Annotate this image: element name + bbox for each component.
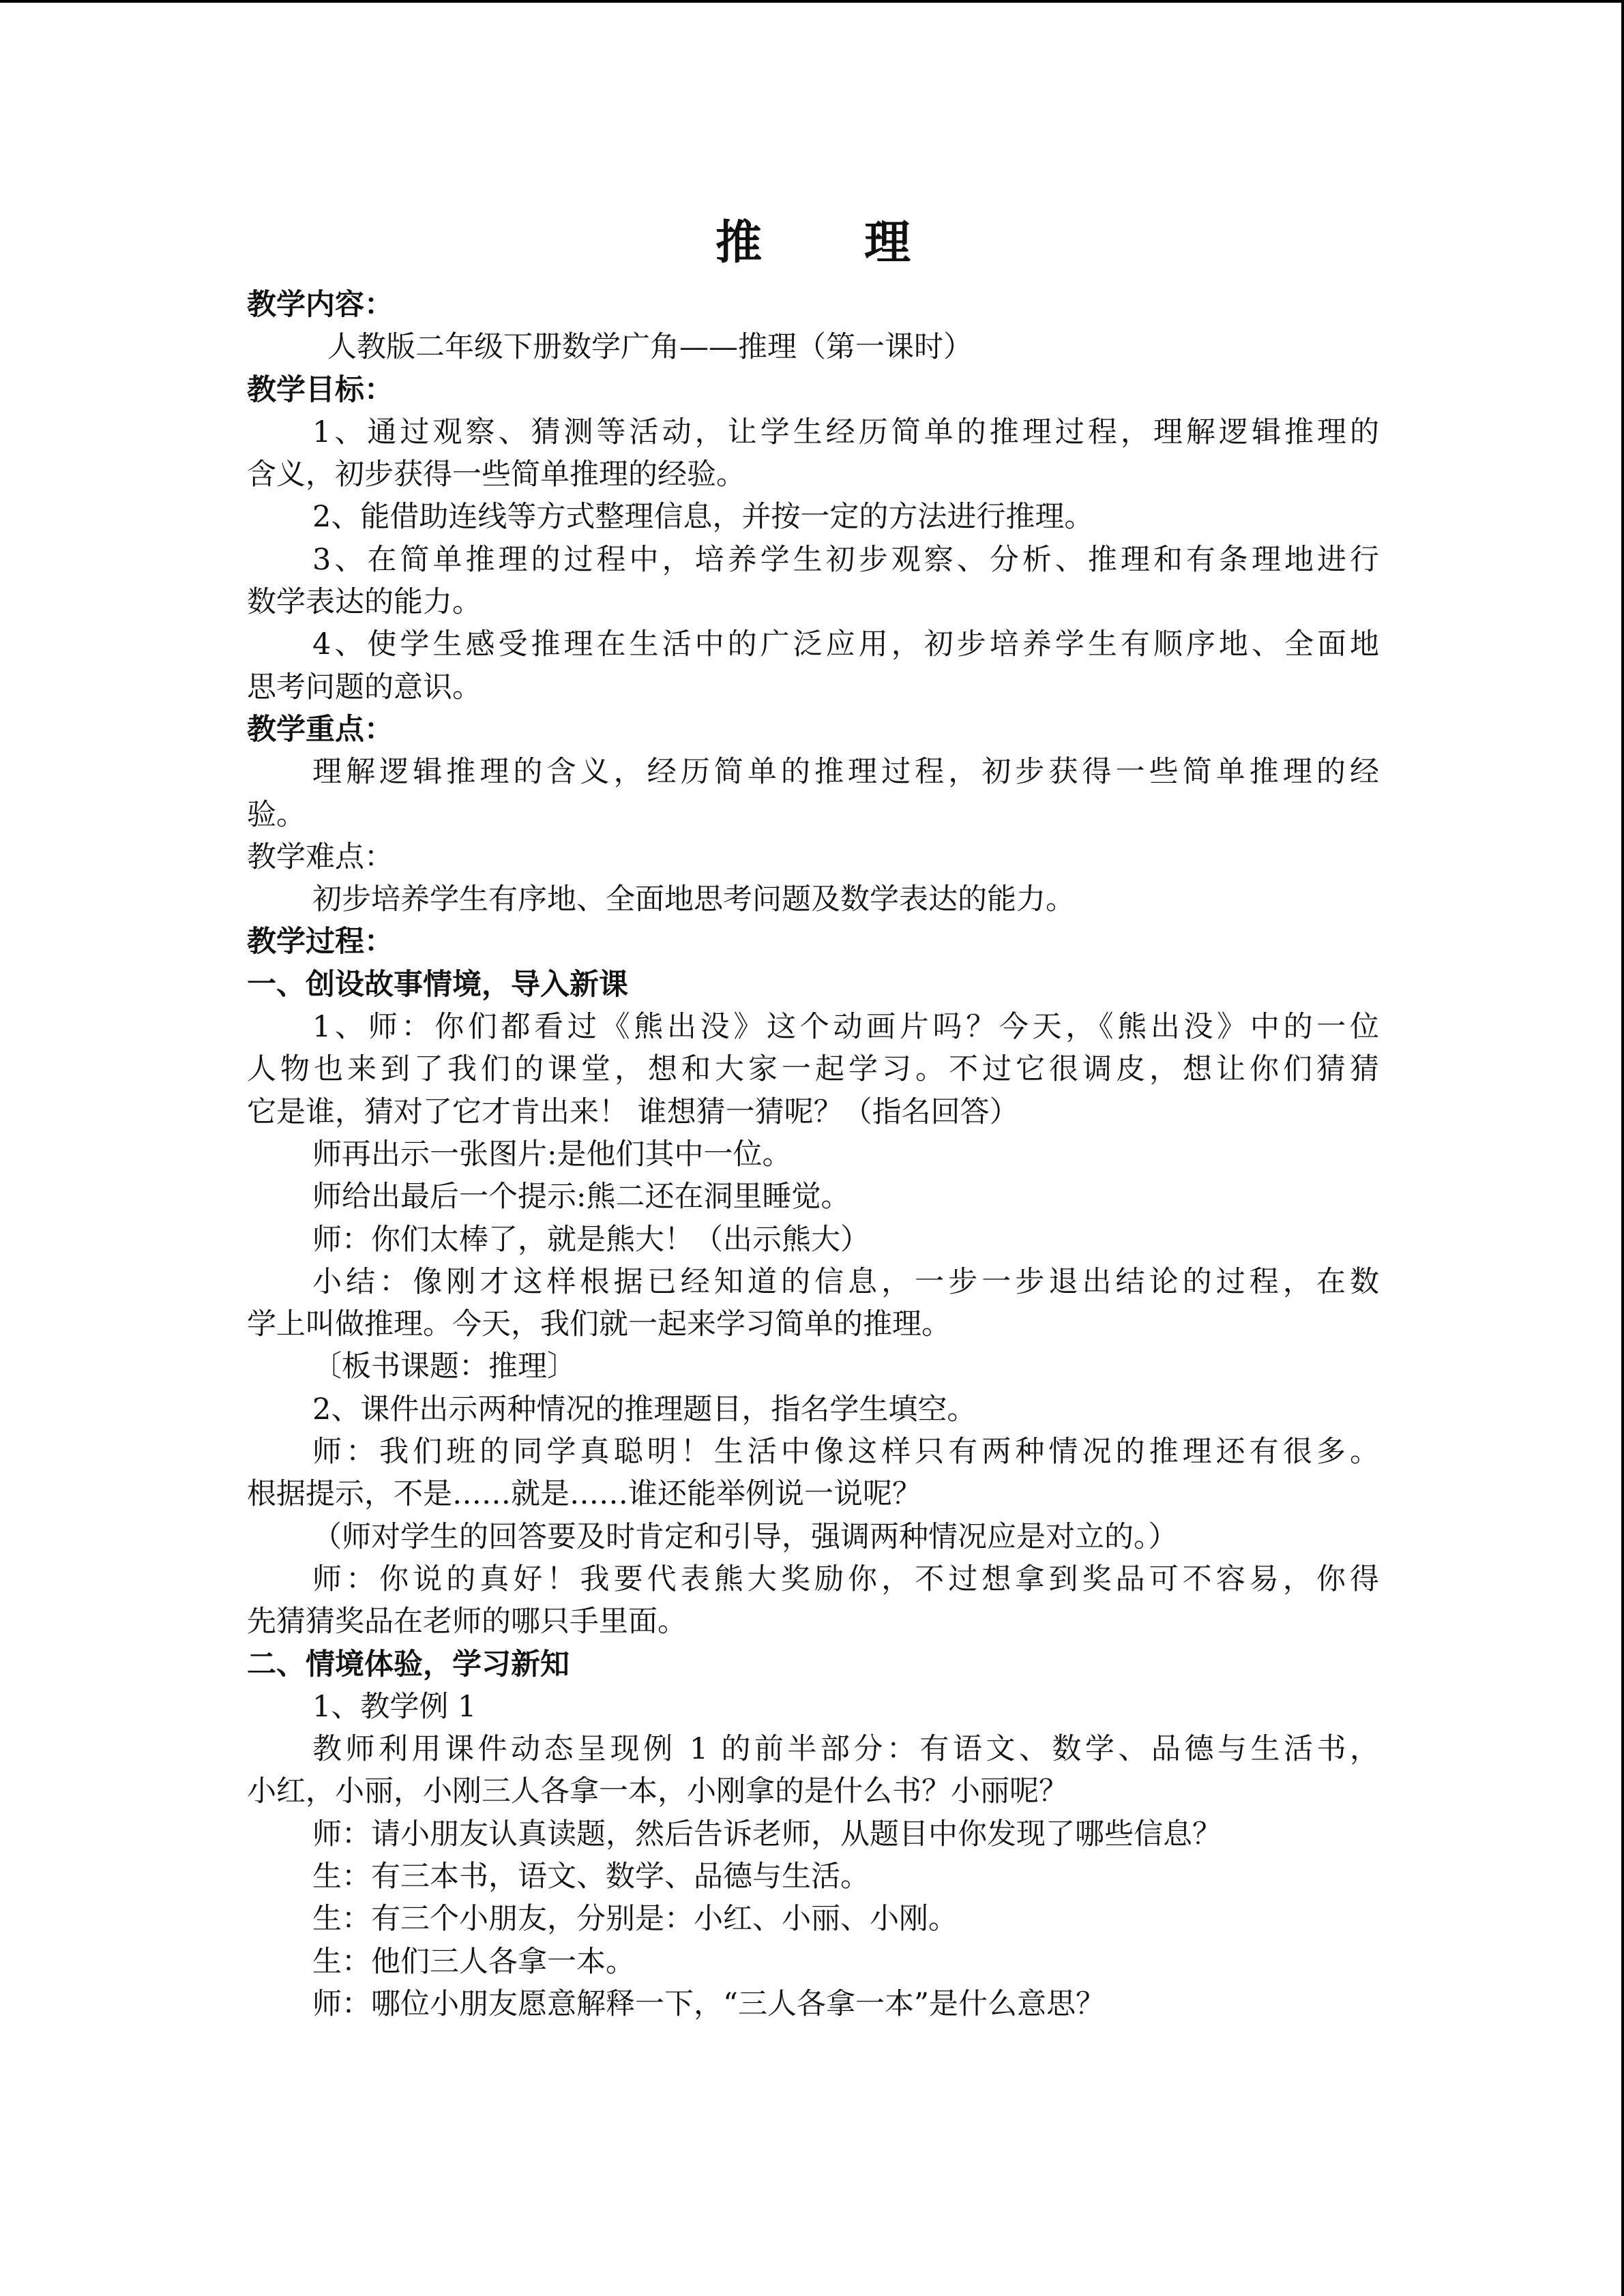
page-border-right [1621, 0, 1624, 2296]
part-2-para-7: 师：哪位小朋友愿意解释一下，“三人各拿一本”是什么意思？ [312, 1986, 1105, 2021]
title-char-1: 推 [715, 215, 762, 270]
difficulty-heading: 教学难点： [247, 839, 394, 874]
part-1-board-title: 〔板书课题：推理〕 [312, 1350, 576, 1384]
document-body [247, 205, 1379, 2025]
part-1-para-1-line-1: 1、师：你们都看过《熊出没》这个动画片吗？今天，《熊出没》中的一位 [312, 1010, 1379, 1045]
title-char-2: 理 [864, 215, 911, 270]
process-heading: 教学过程： [247, 925, 394, 959]
part-2-para-4: 生：有三本书，语文、数学、品德与生活。 [312, 1859, 870, 1894]
part-1-para-2: 师再出示一张图片:是他们其中一位。 [312, 1137, 792, 1172]
difficulty-text: 初步培养学生有序地、全面地思考问题及数学表达的能力。 [312, 882, 1075, 917]
part-2-para-1: 1、教学例 1 [312, 1689, 477, 1724]
part-1-summary-line-2: 学上叫做推理。今天，我们就一起来学习简单的推理。 [247, 1307, 951, 1342]
part-1-para-10-line-2: 先猜猜奖品在老师的哪只手里面。 [247, 1605, 687, 1639]
part-1-para-9: （师对学生的回答要及时肯定和引导，强调两种情况应是对立的。） [312, 1519, 1178, 1554]
goal-1-line-2: 含义，初步获得一些简单推理的经验。 [247, 458, 745, 492]
goal-3-line-2: 数学表达的能力。 [247, 585, 482, 620]
goal-2: 2、能借助连线等方式整理信息，并按一定的方法进行推理。 [312, 500, 1094, 535]
part-1-summary-line-1: 小结：像刚才这样根据已经知道的信息，一步一步退出结论的过程，在数 [312, 1264, 1379, 1299]
part-2-heading: 二、情境体验，学习新知 [247, 1647, 570, 1682]
part-2-para-2-line-2: 小红，小丽，小刚三人各拿一本，小刚拿的是什么书？小丽呢？ [247, 1774, 1068, 1809]
part-2-para-6: 生：他们三人各拿一本。 [312, 1944, 635, 1979]
content-heading: 教学内容： [247, 288, 394, 322]
goal-4-line-1: 4、使学生感受推理在生活中的广泛应用，初步培养学生有顺序地、全面地 [312, 627, 1379, 662]
content-text: 人教版二年级下册数学广角——推理（第一课时） [327, 330, 973, 365]
page-title [247, 205, 1379, 281]
goals-heading: 教学目标： [247, 372, 394, 407]
part-1-para-3: 师给出最后一个提示:熊二还在洞里睡觉。 [312, 1180, 851, 1214]
part-1-heading: 一、创设故事情境，导入新课 [247, 967, 628, 1002]
part-2-para-5: 生：有三个小朋友，分别是：小红、小丽、小刚。 [312, 1902, 958, 1937]
goal-3-line-1: 3、在简单推理的过程中，培养学生初步观察、分析、推理和有条理地进行 [312, 542, 1379, 577]
key-line-1: 理解逻辑推理的含义，经历简单的推理过程，初步获得一些简单推理的经 [312, 755, 1379, 790]
goal-4-line-2: 思考问题的意识。 [247, 670, 482, 704]
part-1-para-8-line-1: 师：我们班的同学真聪明！生活中像这样只有两种情况的推理还有很多。 [312, 1435, 1379, 1470]
part-1-para-10-line-1: 师：你说的真好！我要代表熊大奖励你，不过想拿到奖品可不容易，你得 [312, 1562, 1379, 1596]
part-1-para-7: 2、课件出示两种情况的推理题目，指名学生填空。 [312, 1392, 977, 1427]
goal-1-line-1: 1、通过观察、猜测等活动，让学生经历简单的推理过程，理解逻辑推理的 [312, 415, 1379, 449]
part-1-para-4: 师：你们太棒了，就是熊大！（出示熊大） [312, 1222, 870, 1257]
part-1-para-8-line-2: 根据提示，不是……就是……谁还能举例说一说呢？ [247, 1477, 921, 1512]
part-2-para-2-line-1: 教师利用课件动态呈现例 1 的前半部分：有语文、数学、品德与生活书， [312, 1732, 1379, 1767]
part-1-para-1-line-2: 人物也来到了我们的课堂，想和大家一起学习。不过它很调皮，想让你们猜猜 [247, 1052, 1379, 1087]
part-2-para-3: 师：请小朋友认真读题，然后告诉老师，从题目中你发现了哪些信息？ [312, 1817, 1222, 1851]
part-1-para-1-line-3: 它是谁，猜对了它才肯出来！ 谁想猜一猜呢？（指名回答） [247, 1094, 1019, 1129]
key-heading: 教学重点： [247, 712, 394, 747]
key-line-2: 验。 [247, 797, 306, 832]
page-border-top [0, 0, 1624, 3]
